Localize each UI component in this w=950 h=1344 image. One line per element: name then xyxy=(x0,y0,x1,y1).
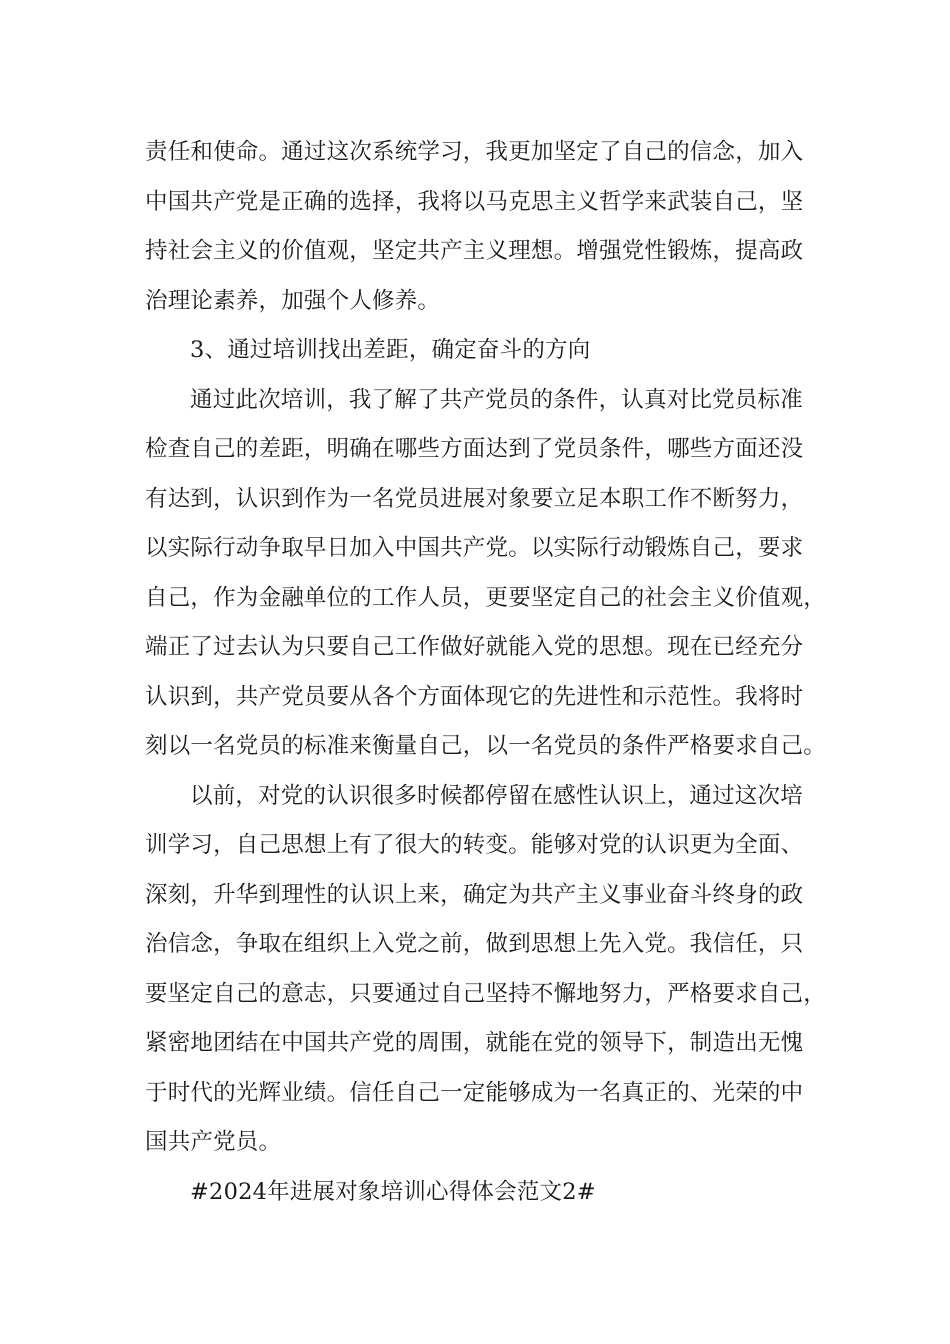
paragraph-line: 通过此次培训，我了解了共产党员的条件，认真对比党员标准 xyxy=(190,386,803,413)
paragraph-line: 训学习，自己思想上有了很大的转变。能够对党的认识更为全面、 xyxy=(145,832,804,858)
paragraph-line: 自己，作为金融单位的工作人员，更要坚定自己的社会主义价值观， xyxy=(145,584,827,611)
paragraph-line: 要坚定自己的意志，只要通过自己坚持不懈地努力，严格要求自己， xyxy=(145,980,827,1007)
paragraph-line: 责任和使命。通过这次系统学习，我更加坚定了自己的信念，加入 xyxy=(145,139,804,165)
paragraph-line: 以实际行动争取早日加入中国共产党。以实际行动锻炼自己，要求 xyxy=(145,535,804,561)
article-title: #2024年进展对象培训心得体会范文2# xyxy=(190,1178,596,1205)
document-body xyxy=(145,128,827,1217)
paragraph-line: 以前，对党的认识很多时候都停留在感性认识上，通过这次培 xyxy=(190,782,803,809)
paragraph-line: 深刻，升华到理性的认识上来，确定为共产主义事业奋斗终身的政 xyxy=(145,881,804,908)
paragraph-line: 治理论素养，加强个人修养。 xyxy=(145,287,441,314)
paragraph-line: 端正了过去认为只要自己工作做好就能入党的思想。现在已经充分 xyxy=(145,634,804,660)
section-heading: 3、通过培训找出差距，确定奋斗的方向 xyxy=(190,337,591,363)
paragraph-line: 国共产党员。 xyxy=(145,1129,282,1155)
paragraph-line: 检查自己的差距，明确在哪些方面达到了党员条件，哪些方面还没 xyxy=(145,436,804,462)
paragraph-line: 有达到，认识到作为一名党员进展对象要立足本职工作不断努力， xyxy=(145,485,804,512)
paragraph-line: 紧密地团结在中国共产党的周围，就能在党的领导下，制造出无愧 xyxy=(145,1030,804,1056)
paragraph-line: 持社会主义的价值观，坚定共产主义理想。增强党性锻炼，提高政 xyxy=(145,238,804,264)
paragraph-line: 刻以一名党员的标准来衡量自己，以一名党员的条件严格要求自己。 xyxy=(145,733,827,759)
paragraph-line: 于时代的光辉业绩。信任自己一定能够成为一名真正的、光荣的中 xyxy=(145,1079,804,1106)
paragraph-line: 中国共产党是正确的选择，我将以马克思主义哲学来武装自己，坚 xyxy=(145,188,804,215)
paragraph-line: 认识到，共产党员要从各个方面体现它的先进性和示范性。我将时 xyxy=(145,683,804,710)
paragraph-line: 治信念，争取在组织上入党之前，做到思想上先入党。我信任，只 xyxy=(145,931,804,957)
